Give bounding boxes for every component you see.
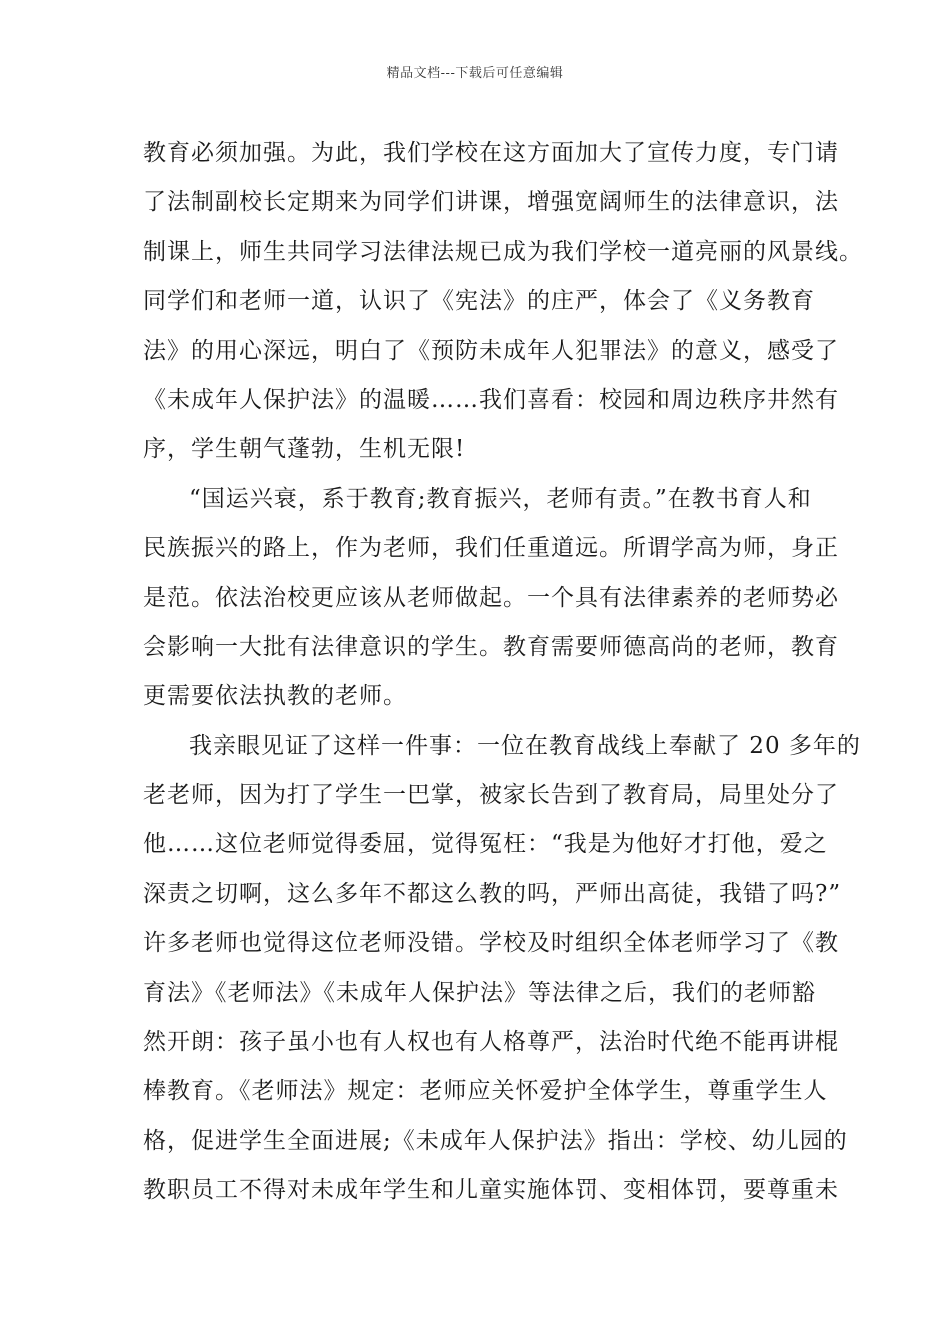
text-line: 序，学生朝气蓬勃，生机无限! xyxy=(143,436,466,463)
text-line: 老老师，因为打了学生一巴掌，被家长告到了教育局，局里处分了 xyxy=(143,782,839,809)
text-line: 然开朗：孩子虽小也有人权也有人格尊严，法治时代绝不能再讲棍 xyxy=(143,1029,839,1056)
page-header: 精品文档---下载后可任意编辑 xyxy=(386,66,564,81)
text-line: 许多老师也觉得这位老师没错。学校及时组织全体老师学习了《教 xyxy=(143,930,839,957)
text-line: 会影响一大批有法律意识的学生。教育需要师德高尚的老师，教育 xyxy=(143,633,839,660)
paragraph-start-line: “国运兴衰，系于教育;教育振兴，老师有责。”在教书育人和 xyxy=(189,485,812,512)
text-line: 格，促进学生全面进展;《未成年人保护法》指出：学校、幼儿园的 xyxy=(143,1127,848,1154)
text-line: 同学们和老师一道，认识了《宪法》的庄严，体会了《义务教育 xyxy=(143,288,815,315)
text-line: 他……这位老师觉得委屈，觉得冤枉：“我是为他好才打他，爱之 xyxy=(143,831,828,858)
text-line: 制课上，师生共同学习法律法规已成为我们学校一道亮丽的风景线。 xyxy=(143,238,863,265)
text-line: 棒教育。《老师法》规定：老师应关怀爱护全体学生，尊重学生人 xyxy=(143,1078,828,1105)
text-line: 教育必须加强。为此，我们学校在这方面加大了宣传力度，专门请 xyxy=(143,140,839,166)
text-line: 民族振兴的路上，作为老师，我们任重道远。所谓学高为师，身正 xyxy=(143,535,839,562)
text-line: 教职员工不得对未成年学生和儿童实施体罚、变相体罚，要尊重未 xyxy=(143,1177,839,1204)
body-text xyxy=(143,129,863,1216)
text-line: 《未成年人保护法》的温暖……我们喜看：校园和周边秩序井然有 xyxy=(143,386,839,413)
text-line: 了法制副校长定期来为同学们讲课，增强宽阔师生的法律意识，法 xyxy=(143,189,839,216)
text-line: 是范。依法治校更应该从老师做起。一个具有法律素养的老师势必 xyxy=(143,584,839,611)
text-line: 深责之切啊，这么多年不都这么教的吗，严师出高徒，我错了吗?” xyxy=(143,880,842,907)
text-line: 育法》《老师法》《未成年人保护法》等法律之后，我们的老师豁 xyxy=(143,979,816,1006)
text-line: 法》的用心深远，明白了《预防未成年人犯罪法》的意义，感受了 xyxy=(143,337,839,364)
text-line: 更需要依法执教的老师。 xyxy=(143,683,407,710)
paragraph-start-line: 我亲眼见证了这样一件事：一位在教育战线上奉献了 20 多年的 xyxy=(189,732,861,759)
